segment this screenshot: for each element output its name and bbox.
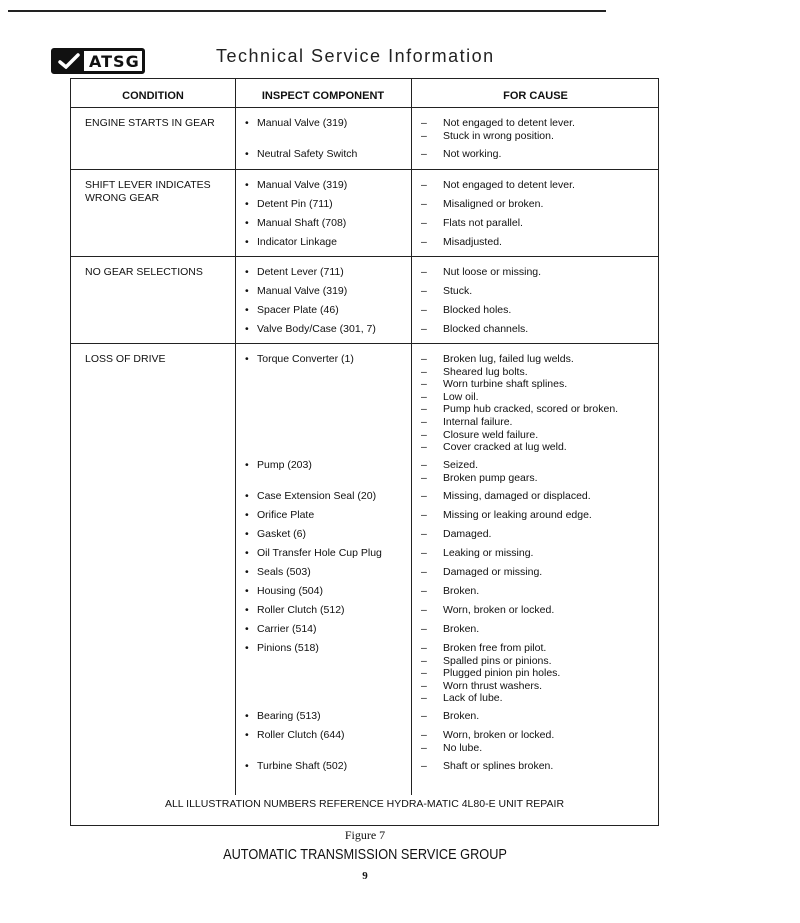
condition-cell (85, 353, 231, 366)
cause-list (421, 604, 656, 617)
cause-list (421, 623, 656, 636)
cause-list (421, 490, 656, 503)
diagnosis-table (70, 78, 659, 826)
component-item: • Spacer Plate (46) (257, 304, 407, 317)
cause-line: – Worn thrust washers. (421, 680, 656, 693)
component-item: • Bearing (513) (257, 710, 407, 723)
page-title: Technical Service Information (216, 46, 495, 66)
cause-list (421, 304, 656, 317)
cause-list (421, 323, 656, 336)
cause-line: – Closure weld failure. (421, 429, 656, 442)
component-item: • Indicator Linkage (257, 236, 407, 249)
cause-list (421, 760, 656, 773)
checkmark-icon (54, 51, 84, 71)
cause-list (421, 148, 656, 161)
cause-list (421, 266, 656, 279)
cause-line: – Broken. (421, 623, 656, 636)
column-header-condition: CONDITION (122, 90, 184, 102)
cause-line: – Broken. (421, 710, 656, 723)
component-item: • Manual Valve (319) (257, 117, 407, 130)
footer-title: AUTOMATIC TRANSMISSION SERVICE GROUP (223, 846, 507, 863)
cause-line: – No lube. (421, 742, 656, 755)
cause-list (421, 117, 656, 142)
component-item: • Roller Clutch (512) (257, 604, 407, 617)
cause-list (421, 217, 656, 230)
cause-line: – Worn, broken or locked. (421, 604, 656, 617)
cause-list (421, 179, 656, 192)
component-item: • Detent Pin (711) (257, 198, 407, 211)
cause-list (421, 198, 656, 211)
cause-line: – Plugged pinion pin holes. (421, 667, 656, 680)
condition-cell (85, 179, 231, 204)
condition-text: LOSS OF DRIVE (85, 353, 166, 365)
component-item: • Seals (503) (257, 566, 407, 579)
cause-list (421, 729, 656, 754)
component-item: • Pump (203) (257, 459, 407, 472)
cause-line: – Not engaged to detent lever. (421, 117, 656, 130)
cause-line: – Seized. (421, 459, 656, 472)
component-item: • Manual Valve (319) (257, 179, 407, 192)
column-divider (235, 79, 236, 795)
component-item: • Detent Lever (711) (257, 266, 407, 279)
cause-line: – Stuck. (421, 285, 656, 298)
cause-line: – Leaking or missing. (421, 547, 656, 560)
cause-line: – Stuck in wrong position. (421, 130, 656, 143)
cause-list (421, 285, 656, 298)
cause-line: – Broken. (421, 585, 656, 598)
cause-line: – Worn, broken or locked. (421, 729, 656, 742)
component-item: • Gasket (6) (257, 528, 407, 541)
component-item: • Housing (504) (257, 585, 407, 598)
cause-list (421, 459, 656, 484)
cause-line: – Missing or leaking around edge. (421, 509, 656, 522)
condition-text: SHIFT LEVER INDICATES (85, 179, 211, 191)
cause-line: – Misadjusted. (421, 236, 656, 249)
cause-line: – Shaft or splines broken. (421, 760, 656, 773)
component-item: • Torque Converter (1) (257, 353, 407, 366)
cause-line: – Damaged. (421, 528, 656, 541)
cause-line: – Blocked holes. (421, 304, 656, 317)
component-item: • Oil Transfer Hole Cup Plug (257, 547, 407, 560)
cause-line: – Blocked channels. (421, 323, 656, 336)
component-item: • Roller Clutch (644) (257, 729, 407, 742)
component-item: • Turbine Shaft (502) (257, 760, 407, 773)
logo-text: ATSG (89, 51, 140, 71)
component-item: • Orifice Plate (257, 509, 407, 522)
cause-list (421, 353, 656, 454)
cause-line: – Broken pump gears. (421, 472, 656, 485)
cause-list (421, 710, 656, 723)
row-divider (71, 169, 658, 170)
cause-line: – Missing, damaged or displaced. (421, 490, 656, 503)
component-item: • Case Extension Seal (20) (257, 490, 407, 503)
cause-line: – Internal failure. (421, 416, 656, 429)
cause-line: – Worn turbine shaft splines. (421, 378, 656, 391)
cause-line: – Cover cracked at lug weld. (421, 441, 656, 454)
top-rule (8, 10, 606, 12)
condition-text: NO GEAR SELECTIONS (85, 266, 203, 278)
table-footnote: ALL ILLUSTRATION NUMBERS REFERENCE HYDRA-MATIC 4L80-E UNIT REPAIR (164, 798, 565, 810)
cause-list (421, 547, 656, 560)
cause-line: – Low oil. (421, 391, 656, 404)
cause-line: – Misaligned or broken. (421, 198, 656, 211)
component-item: • Valve Body/Case (301, 7) (257, 323, 407, 336)
column-header-cause: FOR CAUSE (503, 90, 568, 102)
cause-list (421, 236, 656, 249)
row-divider (71, 343, 658, 344)
component-item: • Neutral Safety Switch (257, 148, 407, 161)
cause-line: – Nut loose or missing. (421, 266, 656, 279)
cause-line: – Sheared lug bolts. (421, 366, 656, 379)
cause-list (421, 509, 656, 522)
page-number: 9 (362, 870, 368, 882)
component-item: • Pinions (518) (257, 642, 407, 655)
component-item: • Manual Shaft (708) (257, 217, 407, 230)
cause-line: – Lack of lube. (421, 692, 656, 705)
cause-line: – Spalled pins or pinions. (421, 655, 656, 668)
component-item: • Carrier (514) (257, 623, 407, 636)
row-divider (71, 256, 658, 257)
cause-line: – Not engaged to detent lever. (421, 179, 656, 192)
cause-line: – Pump hub cracked, scored or broken. (421, 403, 656, 416)
component-item: • Manual Valve (319) (257, 285, 407, 298)
condition-text: ENGINE STARTS IN GEAR (85, 117, 215, 129)
cause-list (421, 566, 656, 579)
condition-cell (85, 117, 231, 130)
cause-line: – Not working. (421, 148, 656, 161)
condition-text: WRONG GEAR (85, 191, 160, 204)
column-header-component: INSPECT COMPONENT (261, 90, 385, 102)
cause-list (421, 585, 656, 598)
cause-line: – Broken lug, failed lug welds. (421, 353, 656, 366)
cause-list (421, 642, 656, 705)
column-divider (411, 79, 412, 795)
condition-cell (85, 266, 231, 279)
cause-line: – Flats not parallel. (421, 217, 656, 230)
figure-caption: Figure 7 (344, 828, 386, 842)
cause-line: – Broken free from pilot. (421, 642, 656, 655)
header-rule (71, 107, 658, 108)
cause-line: – Damaged or missing. (421, 566, 656, 579)
atsg-logo (51, 48, 145, 74)
cause-list (421, 528, 656, 541)
